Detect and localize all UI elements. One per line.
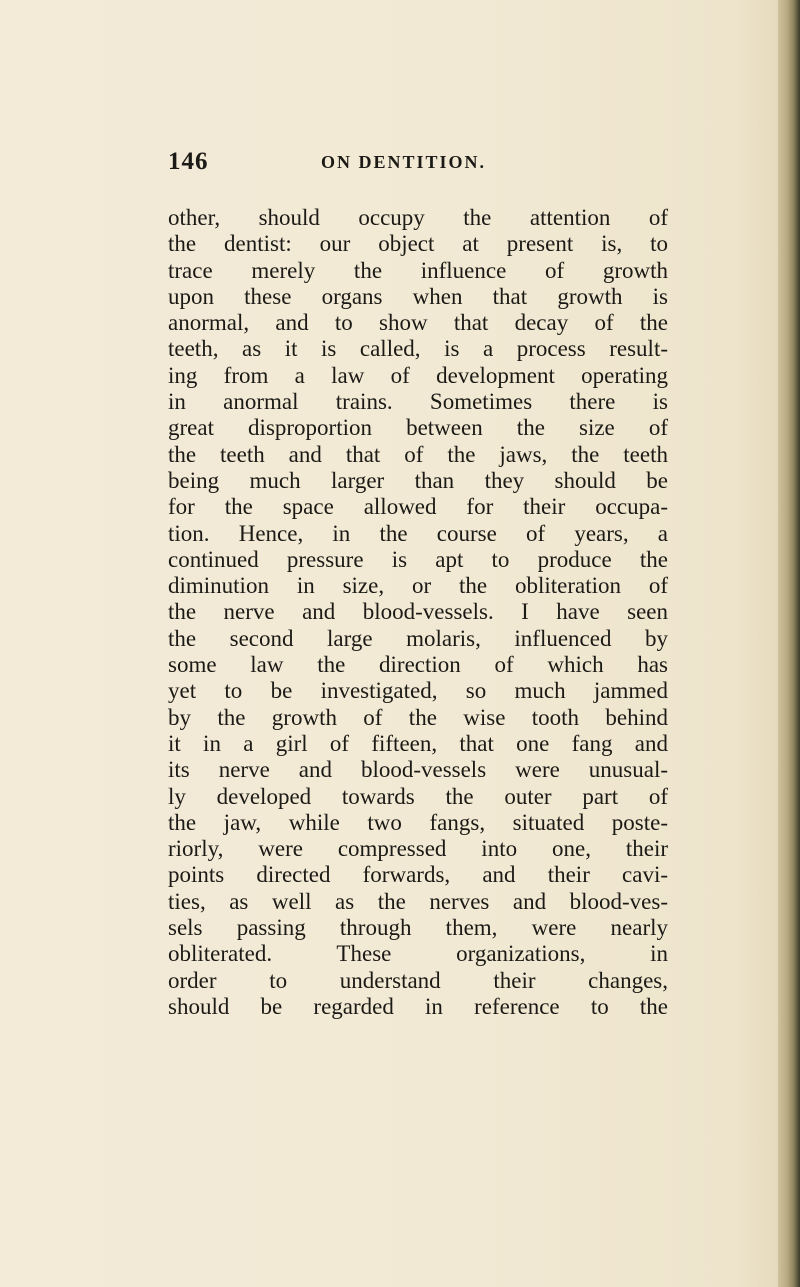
text-line: the dentist: our object at present is, to	[168, 231, 668, 257]
text-line: diminution in size, or the obliteration of	[168, 573, 668, 599]
page-gutter-edge	[778, 0, 800, 1287]
text-line: it in a girl of fifteen, that one fang and	[168, 730, 668, 756]
text-line: sels passing through them, were nearly	[168, 915, 668, 941]
text-line: ties, as well as the nerves and blood-ves-	[168, 888, 668, 914]
body-text	[168, 205, 668, 1020]
page-header	[168, 148, 628, 178]
text-line: the nerve and blood-vessels. I have seen	[168, 599, 668, 625]
page-number: 146	[168, 148, 209, 175]
text-line: anormal, and to show that decay of the	[168, 310, 668, 336]
text-line: ing from a law of development operating	[168, 362, 668, 388]
text-line: in anormal trains. Sometimes there is	[168, 389, 668, 415]
text-line: being much larger than they should be	[168, 467, 668, 493]
text-line: great disproportion between the size of	[168, 415, 668, 441]
text-line: points directed forwards, and their cavi-	[168, 862, 668, 888]
text-line: should be regarded in reference to the	[168, 993, 668, 1019]
text-line: the teeth and that of the jaws, the teeth	[168, 441, 668, 467]
running-head: ON DENTITION.	[321, 152, 487, 172]
text-line: some law the direction of which has	[168, 652, 668, 678]
text-line: obliterated. These organizations, in	[168, 941, 668, 967]
text-line: trace merely the influence of growth	[168, 257, 668, 283]
text-line: ly developed towards the outer part of	[168, 783, 668, 809]
text-line: tion. Hence, in the course of years, a	[168, 520, 668, 546]
text-line: other, should occupy the attention of	[168, 205, 668, 230]
text-line: by the growth of the wise tooth behind	[168, 704, 668, 730]
text-line: for the space allowed for their occupa-	[168, 494, 668, 520]
text-line: teeth, as it is called, is a process result-	[168, 336, 668, 362]
text-line: continued pressure is apt to produce the	[168, 546, 668, 572]
text-line: yet to be investigated, so much jammed	[168, 678, 668, 704]
text-line: riorly, were compressed into one, their	[168, 836, 668, 862]
text-line: upon these organs when that growth is	[168, 283, 668, 309]
text-line: the second large molaris, influenced by	[168, 625, 668, 651]
text-line: the jaw, while two fangs, situated poste-	[168, 809, 668, 835]
text-line: order to understand their changes,	[168, 967, 668, 993]
text-line: its nerve and blood-vessels were unusual-	[168, 757, 668, 783]
